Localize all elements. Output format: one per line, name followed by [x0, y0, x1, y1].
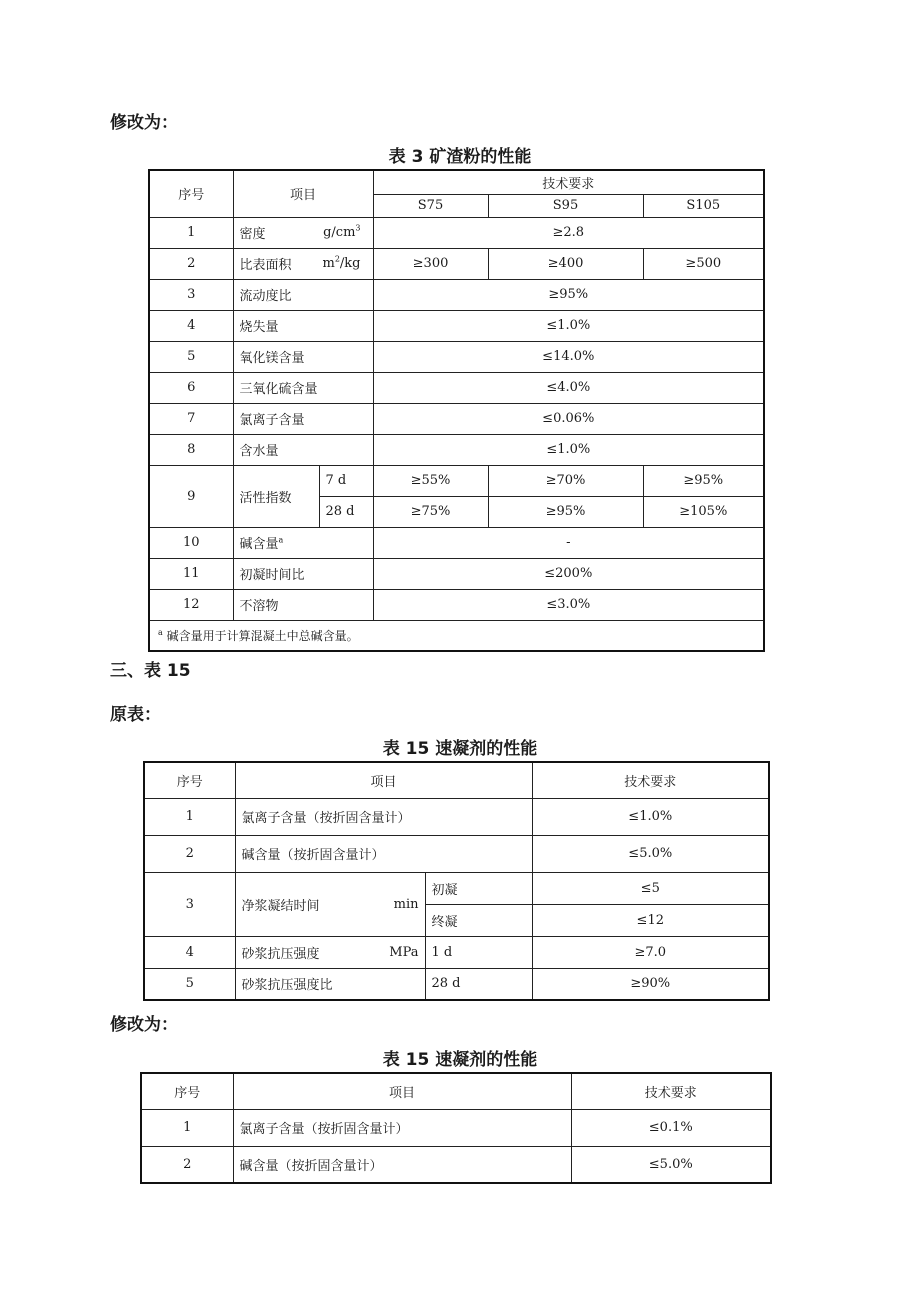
- table3: [148, 169, 765, 652]
- row-item: 碱含量（按折固含量计）: [233, 1146, 571, 1183]
- row-no: 2: [144, 835, 235, 872]
- table3-grade-s105: S105: [643, 194, 764, 217]
- row-item: 碱含量（按折固含量计）: [235, 835, 532, 872]
- row-item: [235, 936, 425, 968]
- row-value: ≤5.0%: [532, 835, 769, 872]
- row-value: ≤1.0%: [532, 798, 769, 835]
- table15-original-header-tech: 技术要求: [532, 762, 769, 798]
- row-value: ≥75%: [373, 496, 488, 527]
- row-no: 4: [149, 310, 233, 341]
- footnote-mark: a: [158, 627, 163, 637]
- row-value: ≤0.1%: [571, 1109, 771, 1146]
- row-age: 28 d: [425, 968, 532, 1000]
- row-age: 7 d: [319, 465, 373, 496]
- footnote-mark: a: [278, 535, 284, 545]
- row-item: 氯离子含量（按折固含量计）: [233, 1109, 571, 1146]
- row-no: 2: [149, 248, 233, 279]
- table3-header-no: 序号: [149, 170, 233, 217]
- table-row: [149, 465, 764, 496]
- row-no: 12: [149, 589, 233, 620]
- row-value: ≤5.0%: [571, 1146, 771, 1183]
- table15-modified-header-no: 序号: [141, 1073, 233, 1109]
- table15-modified-caption: 表 15 速凝剂的性能: [382, 1050, 538, 1070]
- row-no: 6: [149, 372, 233, 403]
- row-item: 活性指数: [233, 465, 319, 527]
- item-label: 净浆凝结时间: [241, 898, 320, 914]
- row-item: 氯离子含量（按折固含量计）: [235, 798, 532, 835]
- table3-header-tech: 技术要求: [373, 170, 764, 194]
- table15-original-header-item: 项目: [235, 762, 532, 798]
- row-item: 砂浆抗压强度比: [235, 968, 425, 1000]
- row-value: ≥300: [373, 248, 488, 279]
- row-no: 2: [141, 1146, 233, 1183]
- row-item: 不溶物: [233, 589, 373, 620]
- table-row: [141, 1109, 771, 1146]
- row-value: -: [373, 527, 764, 558]
- table-row: [149, 403, 764, 434]
- row-value: ≥95%: [373, 279, 764, 310]
- item-label: 碱含量: [239, 537, 279, 552]
- row-item: [233, 217, 373, 248]
- row-no: 5: [144, 968, 235, 1000]
- row-value: ≤1.0%: [373, 310, 764, 341]
- table3-grade-s75: S75: [373, 194, 488, 217]
- table-row: [149, 248, 764, 279]
- table-row: [144, 835, 769, 872]
- row-item: [233, 527, 373, 558]
- row-value: ≥70%: [488, 465, 643, 496]
- table-row: [144, 798, 769, 835]
- item-label: 密度: [239, 227, 266, 242]
- row-value: ≥2.8: [373, 217, 764, 248]
- heading-modify-2: 修改为：: [110, 1015, 178, 1035]
- table-row: [144, 936, 769, 968]
- table-row: [149, 279, 764, 310]
- table-row: [149, 558, 764, 589]
- table-row: [149, 527, 764, 558]
- table-row: [144, 968, 769, 1000]
- table-row: [149, 434, 764, 465]
- row-sub-label: 终凝: [425, 904, 532, 936]
- row-item: 氯离子含量: [233, 403, 373, 434]
- unit-text: g/cm: [323, 225, 356, 240]
- row-value: ≥95%: [643, 465, 764, 496]
- table-row: [149, 589, 764, 620]
- row-value: ≤12: [532, 904, 769, 936]
- row-no: 5: [149, 341, 233, 372]
- table15-modified-header-tech: 技术要求: [571, 1073, 771, 1109]
- item-unit: MPa: [389, 944, 419, 960]
- heading-original: 原表：: [110, 705, 161, 725]
- row-value: ≤4.0%: [373, 372, 764, 403]
- table-row: [149, 372, 764, 403]
- item-unit: [323, 256, 367, 271]
- row-value: ≥105%: [643, 496, 764, 527]
- table3-caption: 表 3 矿渣粉的性能: [388, 147, 532, 167]
- row-value: ≤1.0%: [373, 434, 764, 465]
- row-item: 流动度比: [233, 279, 373, 310]
- row-item: [233, 248, 373, 279]
- row-no: 11: [149, 558, 233, 589]
- table15-original-caption: 表 15 速凝剂的性能: [382, 739, 538, 759]
- row-item: 氧化镁含量: [233, 341, 373, 372]
- table-row: [149, 217, 764, 248]
- row-age: 1 d: [425, 936, 532, 968]
- table15-modified-header-item: 项目: [233, 1073, 571, 1109]
- table-row: [141, 1146, 771, 1183]
- row-no: 10: [149, 527, 233, 558]
- item-unit: min: [393, 896, 419, 912]
- row-value: ≥90%: [532, 968, 769, 1000]
- table15-modified: [140, 1072, 772, 1184]
- unit-text: /kg: [339, 256, 361, 271]
- row-item: [235, 872, 425, 936]
- heading-modify-1: 修改为：: [110, 113, 178, 133]
- row-no: 3: [144, 872, 235, 936]
- row-value: ≥95%: [488, 496, 643, 527]
- row-value: ≥400: [488, 248, 643, 279]
- table15-original-header-no: 序号: [144, 762, 235, 798]
- table-row: [144, 872, 769, 904]
- row-no: 1: [149, 217, 233, 248]
- row-no: 7: [149, 403, 233, 434]
- row-no: 1: [141, 1109, 233, 1146]
- row-value: ≤0.06%: [373, 403, 764, 434]
- row-value: ≤14.0%: [373, 341, 764, 372]
- row-value: ≤200%: [373, 558, 764, 589]
- table-row: [149, 310, 764, 341]
- row-item: 三氧化硫含量: [233, 372, 373, 403]
- row-sub-label: 初凝: [425, 872, 532, 904]
- row-no: 1: [144, 798, 235, 835]
- row-no: 3: [149, 279, 233, 310]
- row-value: ≥7.0: [532, 936, 769, 968]
- row-item: 烧失量: [233, 310, 373, 341]
- row-value: ≤5: [532, 872, 769, 904]
- table3-footnote-row: [149, 620, 764, 651]
- unit-text: m: [322, 256, 335, 271]
- row-no: 8: [149, 434, 233, 465]
- table3-footnote: [149, 620, 764, 651]
- item-label: 砂浆抗压强度: [241, 946, 320, 962]
- unit-sup: 3: [355, 223, 361, 233]
- row-no: 4: [144, 936, 235, 968]
- table3-header-item: 项目: [233, 170, 373, 217]
- table-row: [149, 341, 764, 372]
- footnote-text: 碱含量用于计算混凝土中总碱含量。: [166, 628, 359, 643]
- row-value: ≥500: [643, 248, 764, 279]
- row-item: 含水量: [233, 434, 373, 465]
- row-item: 初凝时间比: [233, 558, 373, 589]
- table15-original: [143, 761, 770, 1001]
- row-value: ≤3.0%: [373, 589, 764, 620]
- row-value: ≥55%: [373, 465, 488, 496]
- item-label: 比表面积: [239, 258, 292, 273]
- heading-section-3: 三、表 15: [110, 661, 191, 681]
- item-unit: [323, 225, 366, 240]
- table3-grade-s95: S95: [488, 194, 643, 217]
- row-no: 9: [149, 465, 233, 527]
- unit-sup: 2: [334, 254, 340, 264]
- row-age: 28 d: [319, 496, 373, 527]
